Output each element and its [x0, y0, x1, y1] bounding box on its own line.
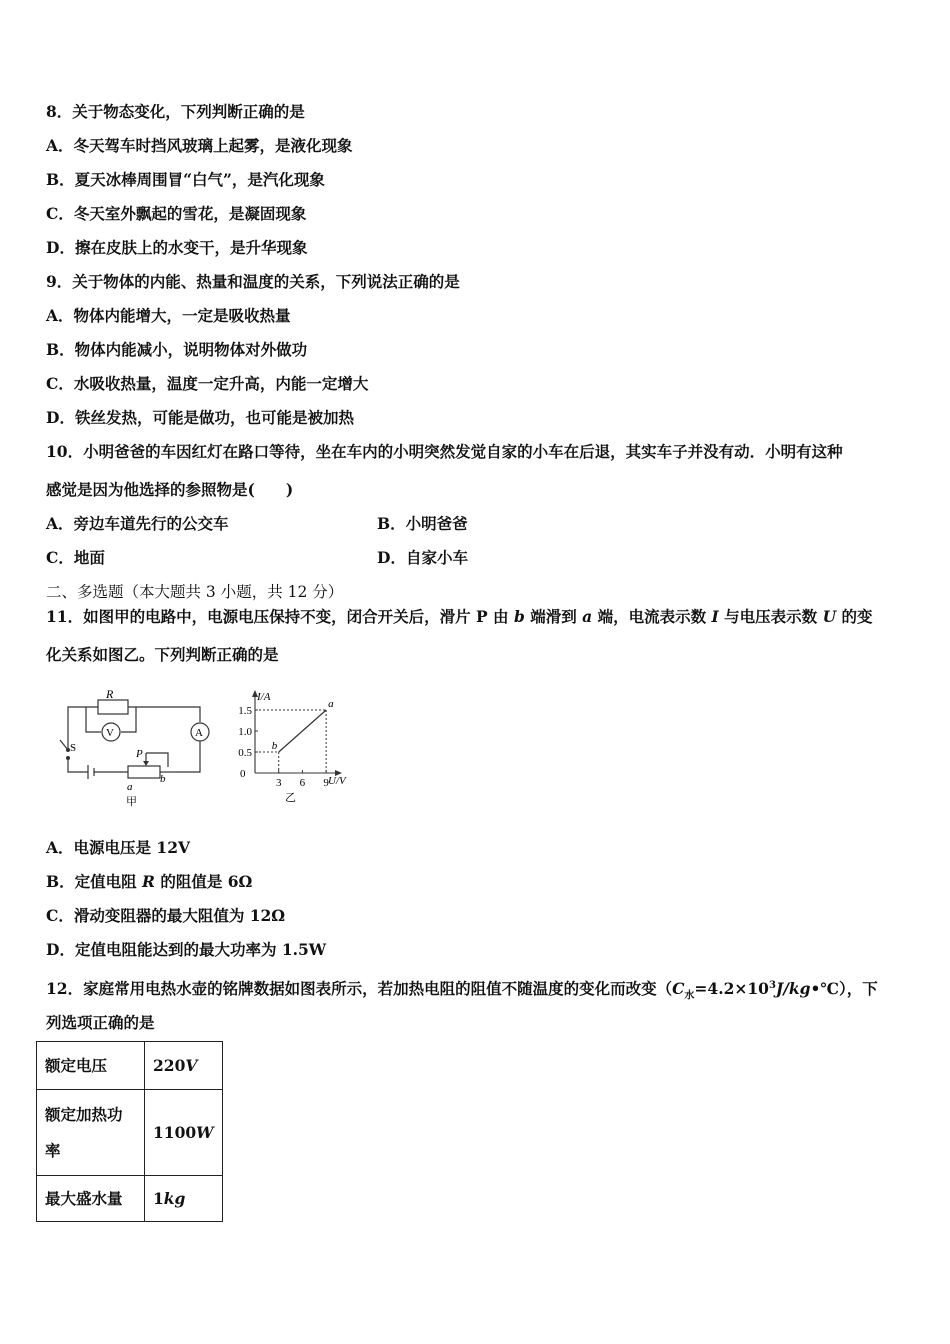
y-tick-label: 1.5	[238, 705, 252, 717]
label-R: R	[106, 687, 114, 701]
label-A: A	[195, 727, 203, 739]
spec-label: 额定电压	[37, 1042, 145, 1090]
iu-series-line	[279, 710, 326, 752]
q9-option-a: A．物体内能增大，一定是吸收热量	[46, 306, 291, 325]
x-axis-label: U/V	[328, 775, 346, 787]
q10-option-b: B．小明爸爸	[377, 514, 468, 533]
table-row	[37, 1176, 223, 1222]
q11-stem-line2: 化关系如图乙。下列判断正确的是	[46, 645, 279, 664]
q12-stem-line2: 列选项正确的是	[46, 1013, 155, 1032]
q8-option-b: B．夏天冰棒周围冒“白气”，是汽化现象	[46, 170, 325, 189]
spec-label: 额定加热功 率	[37, 1090, 145, 1176]
y-tick-label: 1.0	[238, 726, 252, 738]
circuit-diagram	[50, 685, 220, 810]
q10-stem-line1: 10．小明爸爸的车因红灯在路口等待，坐在车内的小明突然发觉自家的小车在后退，其实车子并没有动．小明有这种	[46, 442, 843, 461]
q11-option-b: B．定值电阻 R 的阻值是 6Ω	[46, 872, 253, 891]
q9-stem: 9．关于物体的内能、热量和温度的关系，下列说法正确的是	[46, 272, 460, 291]
q8-option-c: C．冬天室外飘起的雪花，是凝固现象	[46, 204, 307, 223]
q12-stem-line1: 12．家庭常用电热水壶的铭牌数据如图表所示，若加热电阻的阻值不随温度的变化而改变$(C_水=4.2\times 10^3J/kg•℃)$，下	[46, 979, 878, 1002]
spec-value: 1100W	[145, 1090, 223, 1176]
circuit-caption: 甲	[126, 796, 137, 808]
y-tick-label: 0.5	[238, 747, 252, 759]
q10-stem-line2: 感觉是因为他选择的参照物是( )	[46, 480, 294, 499]
y-axis-label: I/A	[257, 691, 271, 703]
q8-option-a: A．冬天驾车时挡风玻璃上起雾，是液化现象	[46, 136, 353, 155]
q8-option-d: D．擦在皮肤上的水变干，是升华现象	[46, 238, 308, 257]
q11-option-d: D．定值电阻能达到的最大功率为 1.5W	[46, 940, 327, 959]
spec-label: 最大盛水量	[37, 1176, 145, 1222]
iu-graph	[225, 688, 360, 810]
table-row	[37, 1090, 223, 1176]
point-a-label: a	[328, 698, 334, 710]
table-row	[37, 1042, 223, 1090]
label-b: b	[160, 773, 166, 785]
q9-option-c: C．水吸收热量，温度一定升高，内能一定增大	[46, 374, 369, 393]
spec-value: 220V	[145, 1042, 223, 1090]
q9-option-b: B．物体内能减小，说明物体对外做功	[46, 340, 308, 359]
origin-label: 0	[240, 768, 246, 780]
q11-stem-line1: 11．如图甲的电路中，电源电压保持不变，闭合开关后，滑片 P 由 b 端滑到 a 端，电流表示数 I 与电压表示数 U 的变	[46, 607, 873, 626]
label-V: V	[106, 727, 114, 739]
q10-option-a: A．旁边车道先行的公交车	[46, 514, 229, 533]
x-tick-label: 9	[323, 777, 329, 789]
q8-stem: 8．关于物态变化，下列判断正确的是	[46, 102, 305, 121]
graph-caption: 乙	[285, 792, 296, 804]
kettle-spec-table	[36, 1041, 223, 1222]
section-title-multi-choice: 二、多选题（本大题共 3 小题，共 12 分）	[46, 583, 344, 601]
x-tick-label: 6	[299, 777, 306, 789]
label-a: a	[127, 781, 133, 793]
q10-option-c: C．地面	[46, 548, 105, 567]
point-b-label: b	[271, 740, 278, 752]
spec-value: 1kg	[145, 1176, 223, 1222]
q9-option-d: D．铁丝发热，可能是做功，也可能是被加热	[46, 408, 354, 427]
q10-option-d: D．自家小车	[377, 548, 468, 567]
q11-option-a: A．电源电压是 12V	[46, 838, 191, 857]
label-P: P	[136, 748, 143, 760]
label-S: S	[70, 742, 77, 754]
q11-option-c: C．滑动变阻器的最大阻值为 12Ω	[46, 906, 286, 925]
x-tick-label: 3	[275, 777, 282, 789]
